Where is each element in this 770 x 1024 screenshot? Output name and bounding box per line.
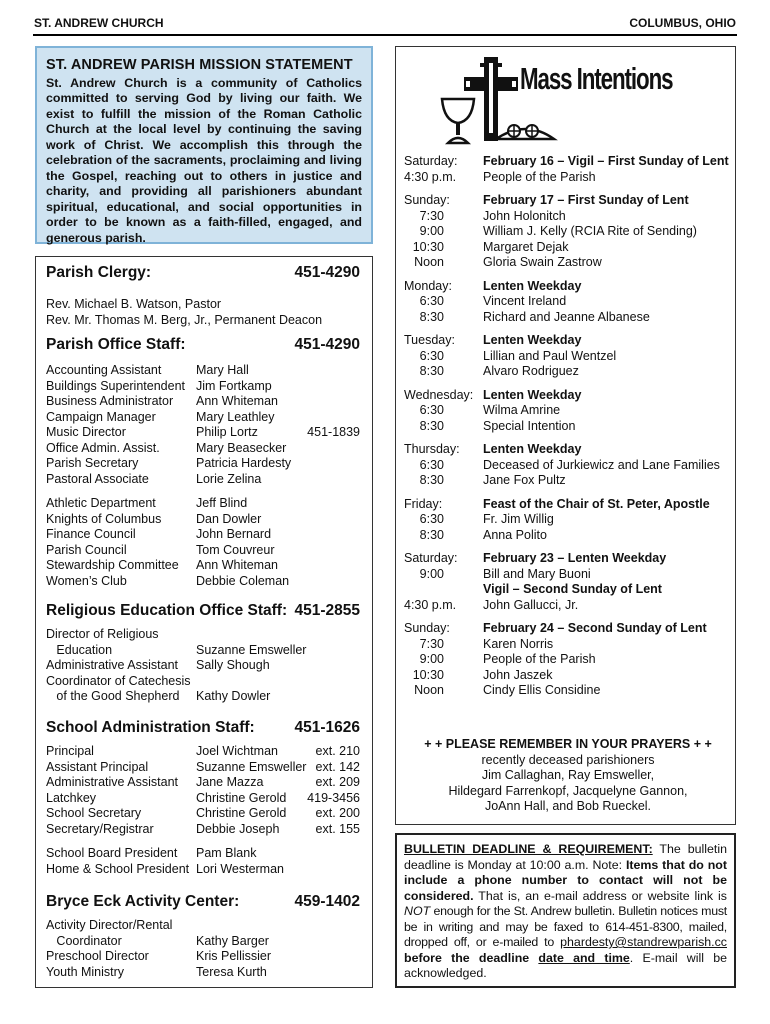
mass-intention: People of the Parish: [483, 169, 596, 184]
mass-row: [404, 419, 732, 435]
deadline-not: NOT: [404, 904, 431, 918]
staff-ext: ext. 210: [315, 744, 360, 758]
mass-row: [404, 652, 732, 668]
office-section: [46, 337, 360, 589]
staff-name: Christine Gerold: [196, 790, 287, 805]
mass-intention: William J. Kelly (RCIA Rite of Sending): [483, 224, 697, 238]
staff-ext: ext. 200: [315, 806, 360, 820]
mass-row: [404, 349, 732, 365]
staff-row: [46, 744, 360, 760]
mass-occasion: February 24 – Second Sunday of Lent: [483, 621, 707, 635]
staff-role: Athletic Department: [46, 496, 156, 510]
staff-row: [46, 627, 360, 643]
deadline-text: The bulletin deadline is Monday at 10:00 a.m. Note:: [404, 842, 727, 872]
mission-title: ST. ANDREW PARISH MISSION STATEMENT: [46, 57, 353, 73]
school-title: School Administration Staff:: [46, 719, 255, 736]
staff-role: Music Director: [46, 425, 126, 439]
school-heading: [46, 720, 360, 740]
mass-occasion: February 23 – Lenten Weekday: [483, 551, 667, 565]
staff-name: Lori Westerman: [196, 861, 284, 876]
staff-row: [46, 918, 360, 934]
staff-row: [46, 472, 360, 488]
prayers-line: JoAnn Hall, and Bob Rueckel.: [484, 799, 652, 813]
staff-name: Suzanne Emsweller: [196, 759, 307, 774]
mass-row: [404, 310, 732, 326]
mass-row: [404, 567, 732, 583]
mass-time: 6:30: [419, 457, 444, 472]
mass-time: 4:30 p.m.: [404, 169, 457, 184]
staff-role: Office Admin. Assist.: [46, 440, 160, 455]
bryce-heading: [46, 894, 360, 914]
mass-intention: Special Intention: [483, 418, 576, 433]
staff-row: [46, 512, 360, 528]
mass-intention: Fr. Jim Willig: [483, 512, 554, 526]
mass-row: [404, 193, 732, 209]
staff-row: [46, 760, 360, 776]
staff-role: Parish Council: [46, 542, 127, 557]
mass-occasion: Vigil – Second Sunday of Lent: [483, 582, 662, 596]
religious-ed-title: Religious Education Office Staff:: [46, 602, 288, 619]
clergy-phone: 451-4290: [294, 264, 360, 281]
clergy-title: Parish Clergy:: [46, 264, 152, 281]
mass-intention: People of the Parish: [483, 652, 596, 666]
staff-name: Suzanne Emsweller: [196, 642, 307, 657]
staff-name: Jeff Blind: [196, 496, 248, 510]
mass-time: Noon: [414, 683, 444, 697]
mass-row: [404, 582, 732, 598]
deadline-title: BULLETIN DEADLINE & REQUIREMENT:: [404, 842, 653, 856]
mass-time: 7:30: [419, 208, 444, 223]
mass-row: [404, 528, 732, 544]
staff-row: [46, 806, 360, 822]
mass-schedule: [404, 154, 732, 707]
clergy-line: Rev. Mr. Thomas M. Berg, Jr., Permanent Deacon: [46, 312, 323, 327]
mass-intention: Alvaro Rodriguez: [483, 364, 579, 378]
mass-row: [404, 388, 732, 404]
staff-row: [46, 574, 360, 590]
prayers-line: Hildegard Farrenkopf, Jacquelyne Gannon,: [448, 783, 688, 798]
mission-text: St. Andrew Church is a community of Catholics committed to serving God by living our faith. We exist to fulfill the mission of the Roman Catholic Church at the local level by continuing the saving work of Christ. We accomplish this through the celebration of the sacraments, proclaiming and living the Gospel, reaching out to others in justice and charity, and providing all parishioners abundant spiritual, educational, and social opportunities in order to be known as a faith-filled, engaged, and generous parish.: [46, 75, 362, 245]
mass-time: 10:30: [412, 239, 444, 254]
staff-row: [46, 410, 360, 426]
staff-name: Jane Mazza: [196, 775, 264, 789]
staff-row: [46, 949, 360, 965]
mass-intention: John Holonitch: [483, 208, 566, 223]
bryce-phone: 459-1402: [294, 893, 360, 910]
staff-name: Ann Whiteman: [196, 394, 278, 408]
staff-row: [46, 965, 360, 981]
mass-time: 8:30: [419, 309, 444, 324]
staff-name: Tom Couvreur: [196, 542, 275, 557]
mass-time: 9:00: [419, 566, 444, 581]
staff-role: Women’s Club: [46, 573, 127, 588]
deadline-text: enough for the St. Andrew bulletin. Bulletin notices must be in writing and may be faxed to 614-451-8300, mailed, dropped off, or e-mailed to: [404, 904, 727, 949]
mass-time: 6:30: [419, 294, 444, 308]
mass-day-label: Thursday:: [404, 442, 460, 456]
staff-row: [46, 934, 360, 950]
mass-row: [404, 458, 732, 474]
staff-row: [46, 496, 360, 512]
staff-role: Principal: [46, 744, 94, 758]
header-church: ST. ANDREW CHURCH: [34, 16, 164, 30]
bulletin-deadline-box: [395, 833, 736, 988]
staff-row: [46, 846, 360, 862]
staff-row: [46, 674, 360, 690]
mass-time: Noon: [414, 255, 444, 269]
staff-role: of the Good Shepherd: [46, 689, 180, 703]
mass-intention: Karen Norris: [483, 636, 554, 651]
staff-role: Latchkey: [46, 790, 97, 805]
staff-name: Joel Wichtman: [196, 744, 278, 758]
staff-role: Administrative Assistant: [46, 658, 178, 672]
mass-row: [404, 294, 732, 310]
staff-role: Parish Secretary: [46, 456, 139, 470]
mass-row: [404, 279, 732, 295]
mass-time: 8:30: [419, 364, 444, 378]
staff-name: Kathy Dowler: [196, 689, 271, 703]
staff-name: Debbie Joseph: [196, 821, 280, 836]
staff-ext: 419-3456: [307, 790, 360, 805]
mass-day-label: Saturday:: [404, 154, 458, 168]
bryce-section: [46, 894, 360, 980]
staff-name: John Bernard: [196, 527, 272, 541]
clergy-section: [46, 265, 360, 328]
school-section: [46, 720, 360, 877]
mass-time: 8:30: [419, 473, 444, 487]
mass-day-group: [404, 497, 732, 544]
staff-row: [46, 775, 360, 791]
staff-row: [46, 862, 360, 878]
mass-day-group: [404, 388, 732, 435]
mass-intention: Gloria Swain Zastrow: [483, 255, 602, 269]
staff-row: [46, 379, 360, 395]
staff-role: Home & School President: [46, 861, 190, 876]
staff-row: [46, 558, 360, 574]
mass-occasion: Lenten Weekday: [483, 333, 582, 347]
mass-row: [404, 683, 732, 699]
mass-row: [404, 442, 732, 458]
staff-directory-box: [35, 256, 373, 988]
mass-occasion: February 16 – Vigil – First Sunday of Lent: [483, 154, 729, 168]
mass-day-group: [404, 154, 732, 185]
staff-role: Stewardship Committee: [46, 558, 179, 572]
staff-ext: ext. 155: [315, 821, 360, 836]
mass-intention: Richard and Jeanne Albanese: [483, 309, 650, 324]
prayers-line: Jim Callaghan, Ray Emsweller,: [481, 768, 655, 782]
mass-time: 6:30: [419, 403, 444, 417]
header-city: COLUMBUS, OHIO: [629, 16, 736, 30]
staff-role: Campaign Manager: [46, 409, 156, 424]
deadline-text: That is, an e-mail address or website link is: [473, 888, 727, 903]
mass-intention: Vincent Ireland: [483, 294, 567, 308]
staff-row: [46, 689, 360, 705]
mass-row: [404, 170, 732, 186]
mass-day-label: Friday:: [404, 496, 443, 511]
mass-day-group: [404, 193, 732, 271]
mass-time: 9:00: [419, 224, 444, 238]
mass-occasion: Lenten Weekday: [483, 278, 582, 293]
staff-name: Kris Pellissier: [196, 949, 272, 963]
mass-day-label: Sunday:: [404, 193, 450, 207]
staff-row: [46, 543, 360, 559]
staff-role: Accounting Assistant: [46, 363, 162, 377]
mass-row: [404, 473, 732, 489]
mass-day-label: Sunday:: [404, 621, 450, 635]
staff-name: Philip Lortz: [196, 425, 258, 439]
staff-role: Pastoral Associate: [46, 471, 149, 486]
staff-role: Assistant Principal: [46, 759, 149, 774]
mass-intention: Lillian and Paul Wentzel: [483, 348, 617, 363]
staff-name: Pam Blank: [196, 846, 257, 860]
mass-intentions-title: Mass Intentions: [520, 61, 673, 96]
mass-time: 4:30 p.m.: [404, 597, 457, 612]
staff-name: Ann Whiteman: [196, 558, 278, 572]
staff-role: School Secretary: [46, 806, 142, 820]
mass-occasion: Lenten Weekday: [483, 387, 582, 402]
mass-day-label: Tuesday:: [404, 333, 455, 347]
office-title: Parish Office Staff:: [46, 336, 186, 353]
mass-occasion: Feast of the Chair of St. Peter, Apostle: [483, 496, 710, 511]
mass-intention: Deceased of Jurkiewicz and Lane Families: [483, 457, 720, 472]
header-rule: [33, 34, 737, 36]
staff-role: Coordinator: [46, 933, 122, 948]
mass-intention: John Gallucci, Jr.: [483, 597, 579, 612]
staff-row: [46, 456, 360, 472]
staff-role: Education: [46, 642, 113, 657]
staff-name: Lorie Zelina: [196, 471, 262, 486]
office-heading: [46, 337, 360, 357]
office-phone: 451-4290: [294, 336, 360, 353]
mass-row: [404, 637, 732, 653]
page-header: [34, 16, 736, 32]
mass-day-group: [404, 333, 732, 380]
mass-occasion: Lenten Weekday: [483, 442, 582, 456]
staff-role: Preschool Director: [46, 949, 149, 963]
staff-name: Christine Gerold: [196, 806, 287, 820]
mass-day-label: Wednesday:: [404, 387, 474, 402]
staff-ext: ext. 142: [315, 759, 360, 774]
mass-occasion: February 17 – First Sunday of Lent: [483, 193, 689, 207]
mass-intention: Margaret Dejak: [483, 239, 569, 254]
staff-name: Sally Shough: [196, 658, 270, 672]
staff-role: Administrative Assistant: [46, 775, 178, 789]
religious-ed-section: [46, 603, 360, 705]
mass-time: 10:30: [412, 667, 444, 682]
staff-name: Jim Fortkamp: [196, 378, 272, 393]
mass-row: [404, 668, 732, 684]
mass-intention: Cindy Ellis Considine: [483, 683, 601, 697]
mass-row: [404, 497, 732, 513]
prayers-title: + + PLEASE REMEMBER IN YOUR PRAYERS + +: [424, 737, 712, 751]
mass-row: [404, 551, 732, 567]
mass-day-group: [404, 621, 732, 699]
mass-row: [404, 240, 732, 256]
mass-row: [404, 403, 732, 419]
staff-name: Teresa Kurth: [196, 964, 267, 979]
staff-role: Youth Ministry: [46, 964, 125, 979]
staff-name: Mary Hall: [196, 363, 249, 377]
email-link[interactable]: phardesty@standrewparish.cc: [560, 935, 727, 949]
mass-intention: Anna Polito: [483, 527, 547, 542]
staff-name: Kathy Barger: [196, 933, 269, 948]
mass-intention: Jane Fox Pultz: [483, 473, 566, 487]
staff-name: Dan Dowler: [196, 511, 262, 526]
staff-name: Debbie Coleman: [196, 573, 290, 588]
prayers-section: [404, 737, 732, 815]
clergy-line: Rev. Michael B. Watson, Pastor: [46, 297, 222, 311]
mass-time: 9:00: [419, 652, 444, 666]
staff-role: Buildings Superintendent: [46, 378, 185, 393]
prayers-line: recently deceased parishioners: [481, 752, 655, 767]
staff-row: [46, 527, 360, 543]
staff-role: Coordinator of Catechesis: [46, 673, 191, 688]
deadline-requirement: Items that do not include a phone number to contact will not be considered.: [404, 857, 727, 903]
deadline-text: . E-mail will be acknowledged.: [404, 950, 727, 980]
mass-day-group: [404, 279, 732, 326]
school-phone: 451-1626: [294, 719, 360, 736]
mass-row: [404, 255, 732, 271]
mass-intention: Wilma Amrine: [483, 403, 561, 417]
staff-row: [46, 643, 360, 659]
staff-ext: 451-1839: [307, 425, 360, 439]
staff-role: Finance Council: [46, 527, 136, 541]
staff-role: Activity Director/Rental: [46, 918, 173, 932]
staff-role: Director of Religious: [46, 627, 159, 641]
deadline-date-time: date and time: [538, 950, 630, 965]
mass-day-label: Saturday:: [404, 551, 458, 565]
staff-row: [46, 394, 360, 410]
staff-name: Mary Leathley: [196, 409, 275, 424]
mass-time: 6:30: [419, 348, 444, 363]
staff-role: School Board President: [46, 846, 178, 860]
mass-intention: Bill and Mary Buoni: [483, 566, 591, 581]
mass-day-label: Monday:: [404, 278, 452, 293]
mass-time: 8:30: [419, 527, 444, 542]
staff-ext: ext. 209: [315, 775, 360, 789]
staff-row: [46, 822, 360, 838]
religious-ed-phone: 451-2855: [294, 602, 360, 619]
mass-row: [404, 621, 732, 637]
religious-ed-heading: [46, 603, 360, 623]
staff-role: Business Administrator: [46, 394, 174, 408]
mass-row: [404, 209, 732, 225]
mass-row: [404, 333, 732, 349]
staff-row: [46, 658, 360, 674]
staff-role: Secretary/Registrar: [46, 821, 154, 836]
mass-time: 8:30: [419, 418, 444, 433]
mass-row: [404, 154, 732, 170]
mission-statement-box: [35, 46, 373, 244]
mass-intentions-box: [395, 46, 736, 825]
mass-row: [404, 224, 732, 240]
mass-intention: John Jaszek: [483, 667, 553, 682]
mass-row: [404, 364, 732, 380]
mass-time: 7:30: [419, 636, 444, 651]
clergy-heading: [46, 265, 360, 285]
staff-row: [46, 425, 360, 441]
mass-time: 6:30: [419, 512, 444, 526]
staff-name: Mary Beasecker: [196, 440, 287, 455]
mass-day-group: [404, 442, 732, 489]
mass-row: [404, 512, 732, 528]
staff-row: [46, 441, 360, 457]
staff-row: [46, 791, 360, 807]
bryce-title: Bryce Eck Activity Center:: [46, 893, 240, 910]
mass-row: [404, 598, 732, 614]
staff-row: [46, 363, 360, 379]
mass-day-group: [404, 551, 732, 613]
staff-role: Knights of Columbus: [46, 511, 162, 526]
deadline-text: before the deadline: [404, 950, 539, 965]
staff-name: Patricia Hardesty: [196, 456, 292, 470]
